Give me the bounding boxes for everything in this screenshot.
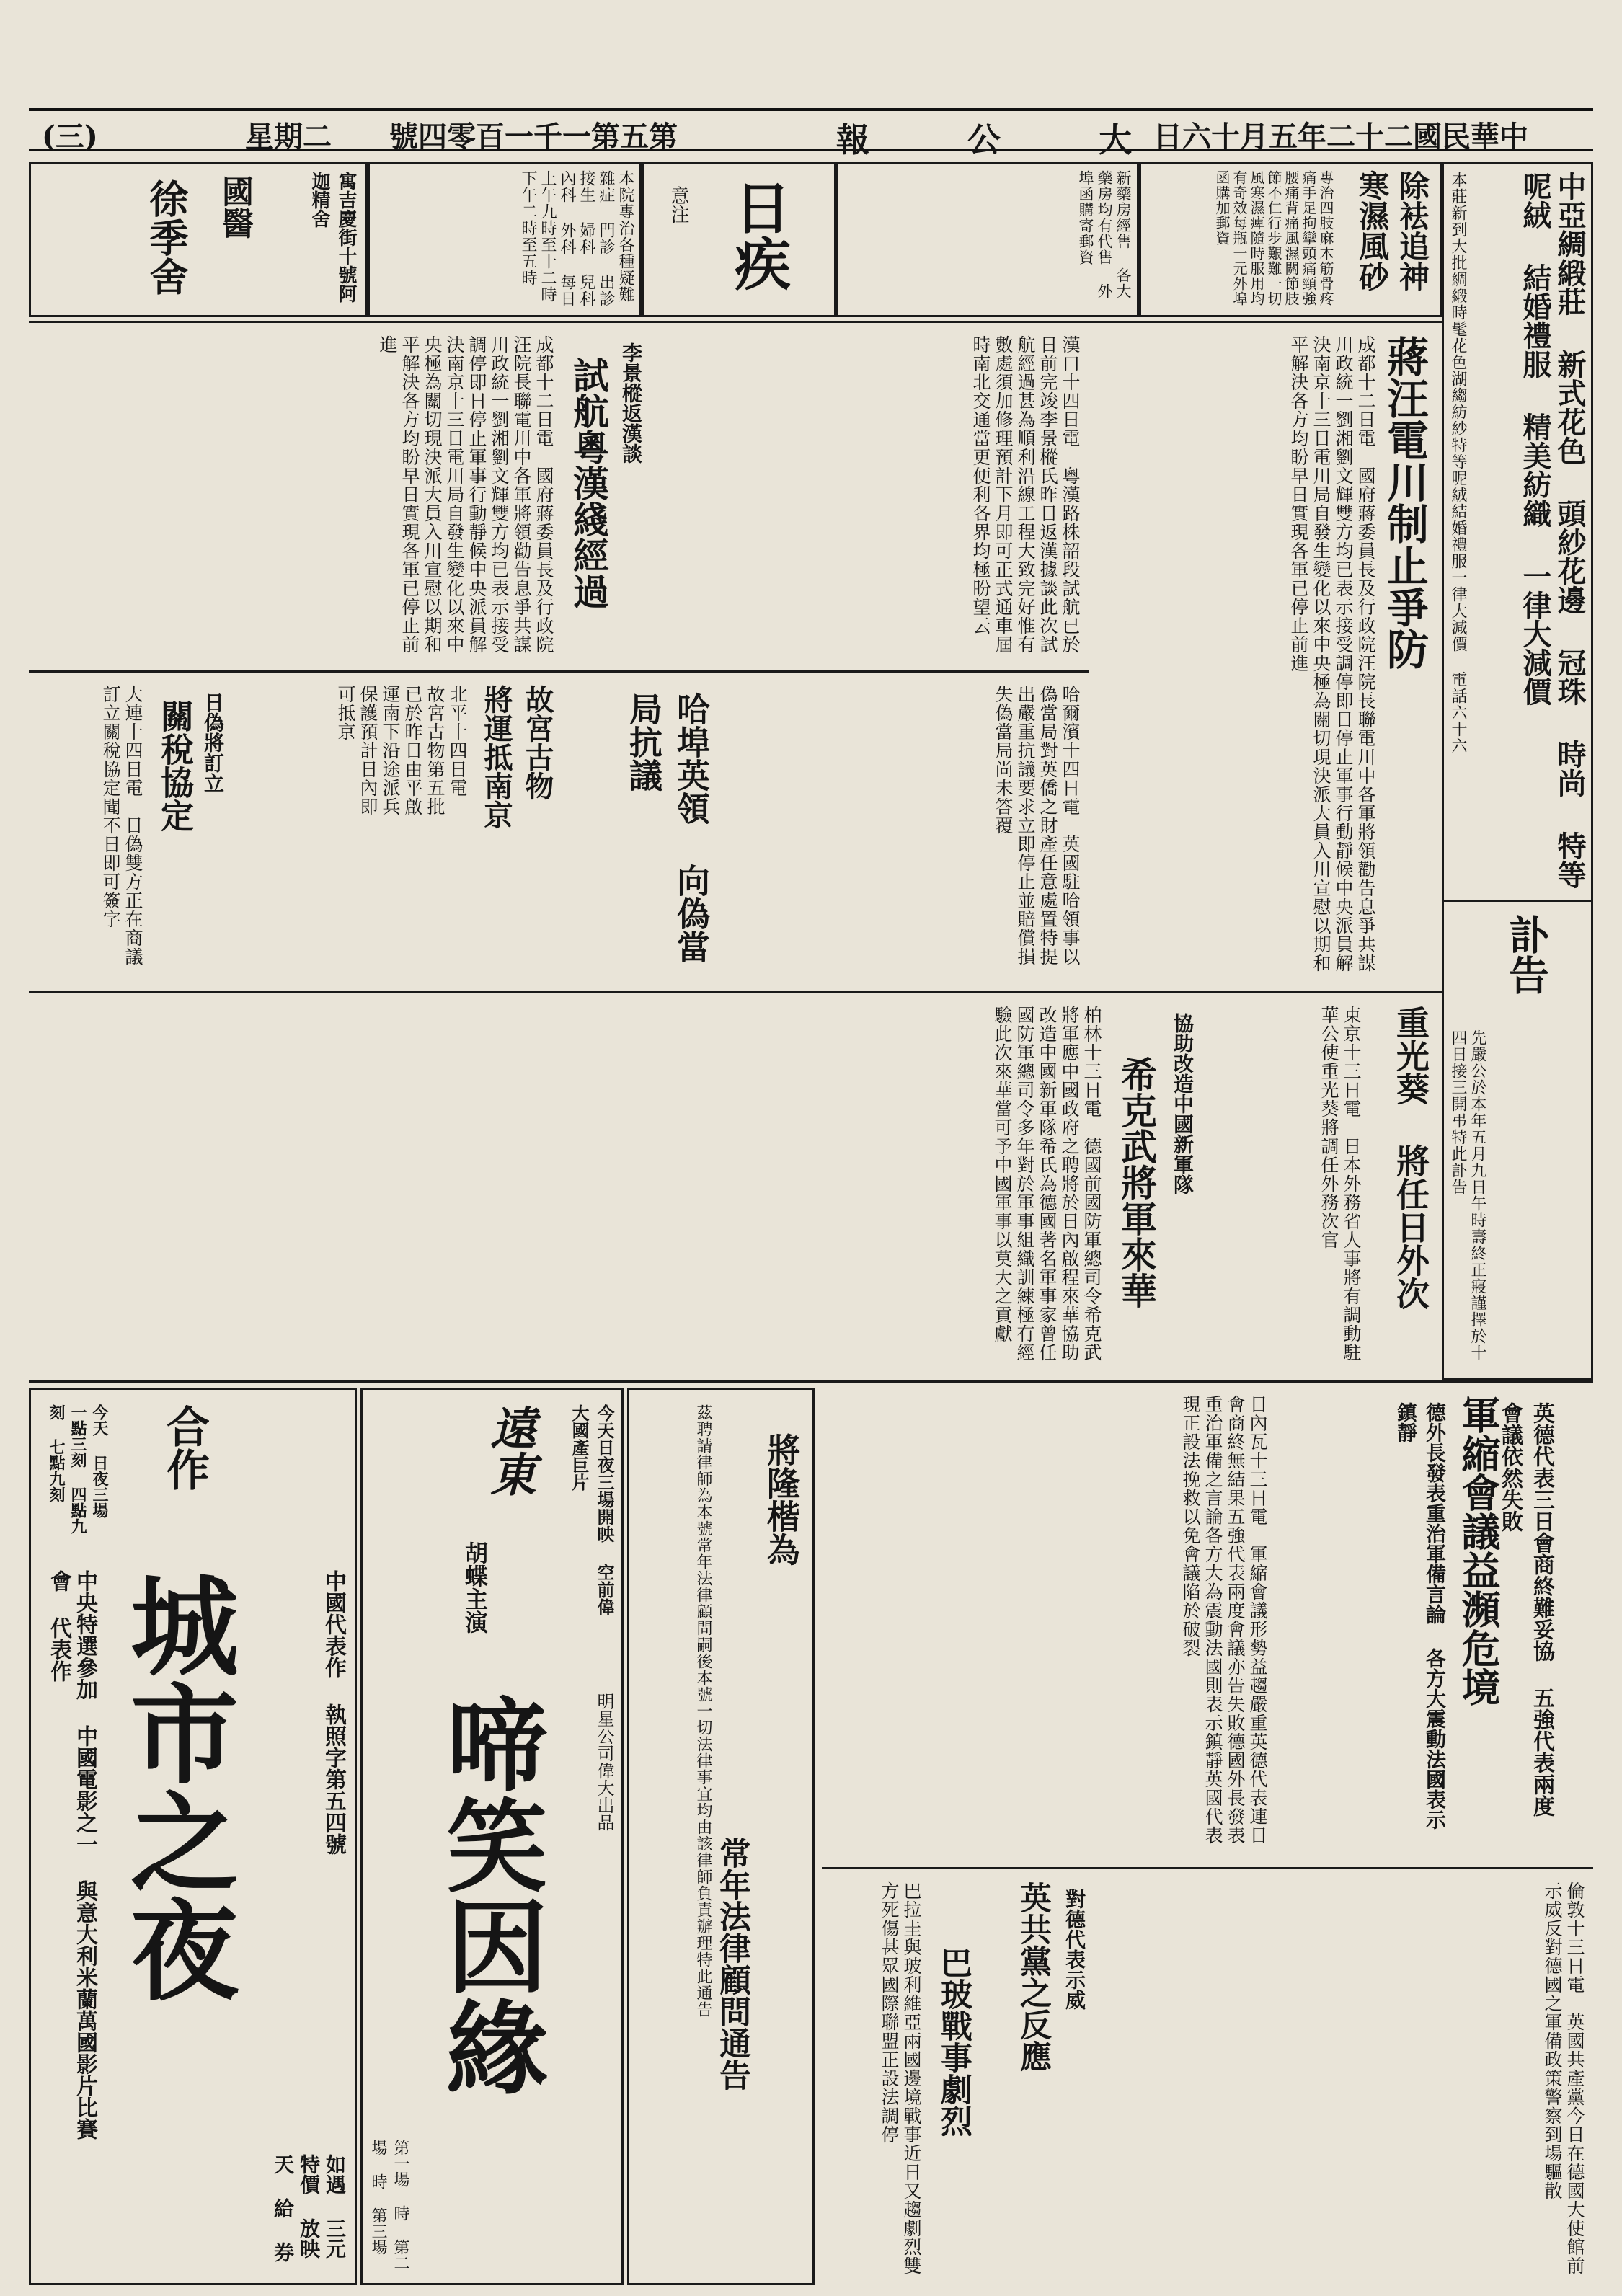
article-title: 關稅協定 (156, 699, 195, 832)
article-chaco-war (822, 1874, 1002, 2285)
cinema-star: 胡蝶主演 (461, 1541, 489, 1634)
divider (822, 1867, 1593, 1869)
article-body: 成都十二日電 國府蔣委員長及行政院汪院長聯電川中各軍將領勸告息爭共謀川政統一劉湘劉文輝雙方均已表示接受調停即日停止軍事行動靜候中央派員解決南京十三日電川局自發生變化以來中央極為關切現決派大員入川宣慰以期和平解決各方均盼早日實現各軍已停止前進 (1288, 335, 1376, 972)
doctor-address: 寓吉慶街十號阿迦精舍 (309, 172, 357, 303)
cinema-hezuo-ad (29, 1388, 357, 2285)
pharmacy-ad (836, 162, 1139, 317)
remedy-body: 專治四肢麻木筋骨疼痛手足拘攣頭痛頸強腰痛背痛風濕關節肢節不仁行步艱難一切風寒濕痺隨時服用均有奇效每瓶一元外埠函購加郵資 (1213, 170, 1334, 306)
article-body-cont: 成都十二日電 國府蔣委員長及行政院汪院長聯電川中各軍將領勸告息爭共謀川政統一劉湘劉文輝雙方均已表示接受調停即日停止軍事行動靜候中央派員解決南京十三日電川局自發生變化以來中央極為關切現決派大員入川宣慰以期和平解決各方均盼早日實現各軍已停止前進 (377, 335, 554, 654)
lawyer-notice (627, 1388, 815, 2285)
page-header (29, 108, 1593, 159)
article-title: 故宮古物 將運抵南京 (479, 685, 554, 829)
riji-title: 日疾 (725, 179, 791, 291)
weekday: 星期二 (245, 120, 332, 154)
silk-shop-title: 中亞綢緞莊 新式花色 頭紗花邊 冠珠 時尚 特等呢絨 結婚禮服 精美紡織 一律大減價 (1518, 172, 1587, 889)
clinic-info: 本院專治各種疑難雜症 門診 出診 接生 婦科 兒科 內科 外科 每日上午九時至十二時 下午二時至五時 (519, 170, 634, 307)
cinema-company: 明星公司偉大出品 (594, 1693, 614, 1831)
lawyer-name: 將隆楷為 (762, 1433, 801, 1566)
article-shigemitsu (1254, 998, 1435, 1373)
article-tariff-agreement (29, 678, 231, 980)
divider (1444, 900, 1593, 902)
article-subtitle-2: 德外長發表重治軍備言論 各方大震動法國表示鎮靜 (1394, 1402, 1447, 1830)
doctor-label: 國醫 (216, 175, 253, 239)
lawyer-title: 常年法律顧問通告 (714, 1837, 750, 2091)
publication-date: 日六十月五年二十二國民華中 (1153, 120, 1528, 154)
paper-name: 報 公 大 (836, 120, 1176, 159)
film-title: 城市之夜 (112, 1570, 239, 2003)
doctor-ad (29, 162, 368, 317)
article-body: 巴拉圭與玻利維亞兩國邊境戰事近日又趨劇烈雙方死傷甚眾國際聯盟正設法調停 (879, 1881, 922, 2275)
cinema-price: 如遇 三元 特價 放映 天 給 券 (271, 2154, 347, 2262)
riji-sub: 意注 (668, 186, 689, 223)
article-title: 軍縮會議益瀕危境 (1455, 1395, 1502, 1706)
article-chiang-wang (1096, 328, 1435, 991)
article-body: 柏林十三日電 德國前國防軍總司令希克武將軍應中國政府之聘將於日內啟程來華協助改造中國新軍隊希氏為德國著名軍事家曾任國防軍總司令多年對於軍事組織訓練極有經驗此次來華當可予中國軍事以莫大之貢獻 (992, 1006, 1102, 1362)
pharmacy-text: 新藥房經售 各大藥房均有代售 外埠函購寄郵資 (1077, 170, 1132, 299)
obituary-body: 先嚴公於本年五月九日午時壽終正寢謹擇於十四日接三開弔特此訃告 (1449, 1029, 1486, 1361)
article-body: 東京十三日電 日本外務省人事將有調動駐華公使重光葵將調任外務次官 (1319, 1006, 1362, 1362)
cinema-schedule: 今天 日夜三場 一點三刻 四點九刻 七點九刻 (47, 1404, 109, 1534)
article-disarmament (822, 1388, 1593, 1863)
article-title: 英共黨之反應 (1014, 1881, 1051, 2072)
remedy-ad (1139, 162, 1442, 317)
cinema-schedule: 今天日夜三場開映 空前偉大國產巨片 (569, 1404, 615, 1615)
cinema-yuandong-ad (360, 1388, 624, 2285)
article-body: 倫敦十三日電 英國共產黨今日在德國大使館前示威反對德國之軍備政策警察到場驅散 (1542, 1881, 1585, 2275)
divider (29, 1380, 1593, 1383)
article-title: 試航粵漢綫經過 (567, 357, 610, 609)
article-subtitle: 日偽將訂立 (201, 692, 225, 793)
lawyer-body: 茲聘請律師為本號常年法律顧問嗣後本號一切法律事宜均由該律師負責辦理特此通告 (694, 1404, 712, 2018)
article-title: 希克武將軍來華 (1115, 1056, 1158, 1308)
cinema-description: 中央特選參加 中國電影之一 與意大利米蘭萬國影片比賽會 代表作 (46, 1570, 97, 2140)
obituary-title: 訃告 (1502, 914, 1550, 995)
cinema-times: 第一場 時 第二場 時 第三場 (369, 2140, 409, 2271)
silk-shop-ad (1442, 162, 1593, 1380)
article-body: 哈爾濱十四日電 英國駐哈領事以偽當局對英僑之財產任意處置特提出嚴重抗議要求立即停止並賠償損失偽當局尚未答覆 (993, 685, 1081, 966)
riji-ad (642, 162, 836, 317)
clinic-ad (368, 162, 642, 317)
article-subtitle: 英德代表三日會商終難妥協 五強代表兩度會議依然失敗 (1497, 1402, 1554, 1817)
divider (29, 670, 1089, 673)
article-uk-communists (1009, 1874, 1593, 2285)
article-yuehan-railway (29, 328, 1089, 667)
article-seeckt (29, 998, 1247, 1373)
doctor-name: 徐季舍 (143, 179, 190, 296)
issue-number: 號四零百一千一第五第 (389, 120, 678, 154)
article-harbin-consul (620, 678, 1089, 988)
article-title: 重光葵 將任日外次 (1391, 1006, 1430, 1310)
article-body: 北平十四日電 故宮古物第五批已於昨日由平啟運南下沿途派兵保護預計日內即可抵京 (335, 685, 468, 816)
divider (29, 991, 1442, 993)
remedy-headline: 除袪追神 寒濕風砂 (1355, 170, 1430, 291)
page-number: (三) (42, 120, 98, 154)
article-subtitle: 協助改造中國新軍隊 (1171, 1013, 1195, 1194)
article-subtitle: 對德代表示威 (1063, 1889, 1086, 2010)
article-body: 漢口十四日電 粵漢路株韶段試航已於日前完竣李景樅氏昨日返漢據談此次試航經過甚為順利沿線工程大致完好惟有數處須加修理預計下月即可正式通車屆時南北交通當更便利各界均極盼望云 (970, 335, 1081, 654)
article-title: 巴玻戰事劇烈 (935, 1946, 972, 2137)
silk-shop-sub: 本莊新到大批綢緞時髦花色湖縐紡紗特等呢絨結婚禮服一律大減價 電話六十六 (1449, 172, 1467, 754)
article-palace-relics (238, 678, 613, 836)
article-title: 蔣汪電川制止爭防 (1380, 335, 1429, 670)
article-subtitle: 李景樅返漢談 (619, 342, 643, 464)
film-title: 啼笑因緣 (430, 1693, 548, 2096)
article-body: 日內瓦十三日電 軍縮會議形勢益趨嚴重英德代表連日會商終無結果五強代表兩度會議亦告失敗德國外長發表重治軍備之言論各方大為震動法國則表示鎮靜英國代表現正設法挽救以免會議陷於破裂 (1180, 1395, 1268, 1845)
article-title: 哈埠英領 向偽當局抗議 (624, 692, 711, 963)
divider (29, 321, 1442, 323)
cinema-name: 合作 (159, 1404, 210, 1491)
article-body: 大連十四日電 日偽雙方正在商議訂立關稅協定聞不日即可簽字 (100, 685, 143, 966)
cinema-name: 遠東 (482, 1404, 536, 1497)
cinema-subtitle: 中國代表作 執照字第五四號 (321, 1570, 346, 1855)
